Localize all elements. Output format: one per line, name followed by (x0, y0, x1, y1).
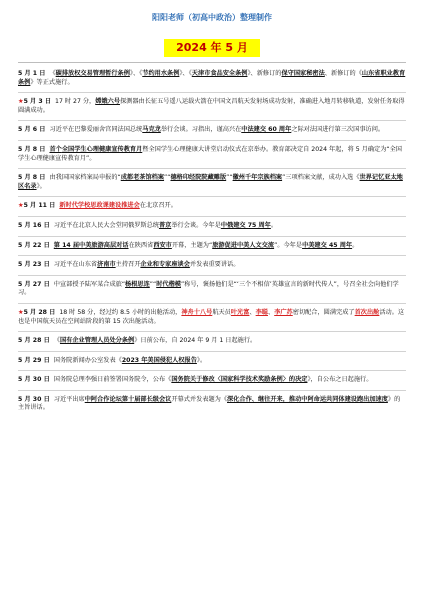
item-text: 国务院新闻办公室发表《 (53, 356, 122, 364)
document-header (18, 0, 406, 20)
item-date: 5 月 29 日 (18, 356, 50, 364)
item-date: 5 月 22 日 (18, 241, 50, 249)
item-text: 航天员 (212, 308, 231, 316)
item-text: 主持召开 (115, 261, 141, 269)
star-marker: ★ (18, 98, 24, 106)
item-highlight: 时代楷模 (156, 280, 181, 288)
item-highlight: 首次出舱 (354, 308, 380, 316)
list-item (18, 332, 406, 352)
item-date: 5 月 30 日 (18, 376, 50, 384)
item-highlight: 叶光富 (230, 308, 250, 316)
item-highlight: 世界记忆亚太地区名录 (18, 174, 403, 190)
item-date: 5 月 16 日 (18, 221, 50, 229)
item-highlight: 天津市食品安全条例 (191, 70, 248, 77)
item-highlight: 旅游促进中美人文交流 (212, 241, 275, 249)
item-text: 《 (49, 70, 56, 77)
item-text: 开幕，主题为“ (171, 241, 213, 249)
item-highlight: 新时代学校思政课建设推进会 (59, 202, 140, 210)
item-highlight: 李聪 (255, 308, 268, 316)
list-item (18, 352, 406, 372)
item-text: 》、《 (129, 70, 143, 77)
item-highlight: 西安市 (153, 241, 172, 249)
list-item (18, 121, 406, 141)
list-item (18, 237, 406, 257)
list-item (18, 65, 406, 93)
item-text: 、 (268, 308, 275, 316)
item-date: 5 月 30 日 (18, 395, 50, 403)
item-highlight: 成都老茶馆档案 (120, 174, 165, 182)
item-highlight: 国有企业管理人员处分条例 (59, 337, 135, 345)
item-date: 5 月 1 日 (18, 70, 46, 77)
item-date: 5 月 3 日 (23, 98, 52, 106)
header-title: 阳阳老师（初高中政治）整理制作 (152, 13, 272, 22)
list-item (18, 304, 406, 332)
item-text: ”。今年是 (274, 241, 303, 249)
item-text: 18 时 58 分，经过约 8.5 小时的出舱活动， (59, 308, 182, 316)
item-text: 探测器由长征五号遥八运载火箭在中国文昌航天发射场成功发射，准确进入地月转移轨道，发射任务取得圆满成功。 (18, 98, 405, 114)
item-date: 5 月 28 日 (23, 308, 56, 316)
item-text: 》，自公布之日起施行。 (307, 376, 373, 384)
item-text: 习近平在北京人民大会堂同俄罗斯总统 (53, 221, 159, 229)
item-text: 习近平在巴黎爱丽舍宫同法国总统 (49, 126, 143, 134)
item-text: 》日前公布，自 2024 年 9 月 1 日起施行。 (134, 337, 257, 345)
item-text: 、 (249, 308, 256, 316)
item-text: 、新修订的《 (324, 70, 362, 77)
item-text: ”“ (149, 280, 157, 288)
list-item (18, 141, 406, 169)
event-list (18, 65, 406, 418)
item-highlight: 中阿合作论坛第十届部长级会议 (84, 395, 172, 403)
item-highlight: 企业和专家座谈会 (140, 261, 190, 269)
item-date: 5 月 23 日 (18, 261, 50, 269)
item-date: 5 月 28 日 (18, 337, 50, 345)
item-highlight: 普京 (158, 221, 172, 229)
item-highlight: 全国学生心理健康宣传教育月 (61, 145, 143, 153)
item-text: 国务院总理李强日前签署国务院令，公布《 (53, 376, 172, 384)
item-highlight: 徽州千年宗族档案 (232, 174, 283, 182)
item-text: 。 (270, 221, 278, 229)
item-text: 习近平在山东省 (53, 261, 98, 269)
item-text: 《 (53, 337, 60, 345)
item-text: 活动。这也是中国航天员在空间站阶段的第 15 次出舱活动。 (18, 308, 405, 325)
list-item (18, 391, 406, 418)
list-item (18, 256, 406, 276)
item-highlight: 2023 年美国侵犯人权报告 (121, 356, 197, 364)
item-highlight: 杨根思连 (125, 280, 150, 288)
item-highlight: 济南市 (97, 261, 116, 269)
item-highlight: 第 14 届中美旅游高层对话 (53, 241, 129, 249)
item-highlight: 保守国家秘密法 (281, 70, 325, 77)
item-text: 。 (352, 241, 359, 249)
item-highlight: 中美建交 45 周年 (302, 241, 353, 249)
list-item (18, 93, 406, 121)
item-text: 在陕西省 (128, 241, 154, 249)
item-text: 17 时 27 分， (55, 98, 96, 106)
item-text: 密切配合，圆满完成了 (292, 308, 355, 316)
list-item (18, 276, 406, 304)
item-text: 由我国国家档案局申报的“ (49, 174, 121, 182)
item-text: 开幕式并发表题为《 (171, 395, 228, 403)
item-text: 》、新修订的 (247, 70, 282, 77)
item-highlight: 山东省职业教育条例 (18, 70, 406, 86)
item-highlight: 马克龙 (142, 126, 161, 134)
item-highlight: 神舟十八号 (181, 308, 213, 316)
month-heading (18, 36, 406, 58)
item-date: 5 月 11 日 (23, 202, 56, 210)
list-item (18, 217, 406, 237)
item-text: ”三项档案文献，成功入选《 (282, 174, 360, 182)
star-marker: ★ (18, 308, 24, 316)
star-marker: ★ (18, 202, 24, 210)
divider (18, 62, 406, 63)
item-date: 5 月 6 日 (18, 126, 46, 134)
item-text: 举行会谈。今年是 (171, 221, 221, 229)
item-highlight: 中法建交 60 周年 (241, 126, 292, 134)
item-highlight: 国务院关于修改〈国家科学技术奖励条例〉的决定 (171, 376, 308, 384)
item-highlight: 深化合作、继往开来，推动中阿命运共同体建设跑出加速度 (227, 395, 388, 403)
item-text: 习近平出席 (53, 395, 85, 403)
item-highlight: 首个 (49, 145, 62, 153)
item-text: ”称号，褒扬他们是“‘三个不相信’英雄宣言的新时代传人”，号召全社会向他们学习。 (18, 280, 399, 297)
item-date: 5 月 8 日 (18, 174, 46, 182)
month-label: 2024 年 5 月 (164, 39, 260, 57)
item-text: 之际对法国进行第三次国事访问。 (291, 126, 385, 134)
item-text: ”“ (164, 174, 171, 182)
item-date: 5 月 27 日 (18, 280, 50, 288)
item-text: 并发表重要讲话。 (189, 261, 240, 269)
item-text: 》、《 (179, 70, 192, 77)
item-date: 5 月 8 日 (18, 145, 46, 153)
item-highlight: 节约用水条例 (142, 70, 180, 77)
item-text: 暨全国学生心理健康大讲堂启动仪式在京举办。教育部决定自 2024 年起，将 5 月确定为“全国学生心理健康宣传教育月”。 (18, 145, 402, 162)
item-highlight: 李广苏 (274, 308, 293, 316)
item-text: 举行会谈。习指出，谨高兴在 (160, 126, 242, 134)
item-text: 》。 (196, 356, 207, 364)
item-text: 》等正式施行。 (30, 78, 74, 86)
item-text: ”“ (226, 174, 233, 182)
item-highlight: 中俄建交 75 周年 (220, 221, 271, 229)
item-highlight: 德格印经院院藏雕版 (170, 174, 227, 182)
item-text: 在北京召开。 (139, 202, 177, 210)
list-item (18, 169, 406, 197)
list-item (18, 371, 406, 391)
item-highlight: 碳排放权交易管理暂行条例 (55, 70, 130, 77)
item-text: 》。 (36, 182, 46, 190)
list-item (18, 197, 406, 217)
item-text: 中宣部授予陆军某合成旅“ (53, 280, 126, 288)
item-text: 》的主旨讲话。 (18, 395, 401, 412)
item-highlight: 嫦娥六号 (95, 98, 120, 106)
